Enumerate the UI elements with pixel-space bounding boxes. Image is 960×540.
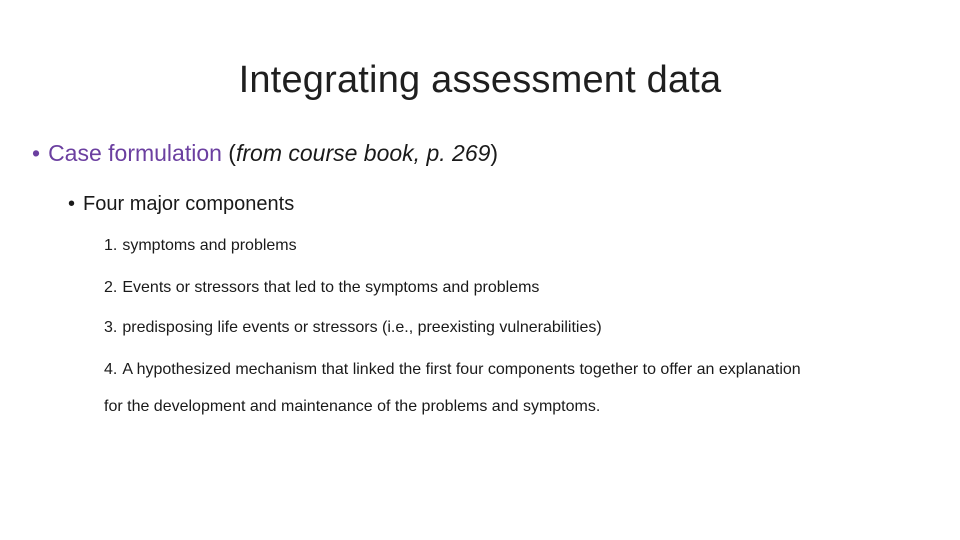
component-item-1 xyxy=(104,234,297,258)
bullet-case-formulation xyxy=(32,138,498,168)
four-components-label: Four major components xyxy=(83,193,295,215)
component-number: 1. xyxy=(104,237,118,254)
component-text: symptoms and problems xyxy=(122,237,297,254)
slide-title: Integrating assessment data xyxy=(238,59,722,101)
component-item-4-continued: for the development and maintenance of the problems and symptoms. xyxy=(104,398,601,415)
component-text: predisposing life events or stressors (i.e., preexisting vulnerabilities) xyxy=(122,319,602,336)
component-item-2 xyxy=(104,276,539,300)
sub-bullet-marker: • xyxy=(68,193,76,215)
paren-close: ) xyxy=(490,140,499,166)
component-text: Events or stressors that led to the symptoms and problems xyxy=(122,279,540,296)
component-number: 4. xyxy=(104,361,118,378)
component-item-4 xyxy=(104,358,801,382)
sub-bullet-four-components xyxy=(68,190,294,218)
paren-open: ( xyxy=(221,140,236,166)
course-book-reference: from course book, p. 269 xyxy=(235,140,491,166)
component-item-3 xyxy=(104,316,602,340)
component-text: A hypothesized mechanism that linked the first four components together to offer an explanation xyxy=(122,361,801,378)
component-number: 2. xyxy=(104,279,118,296)
case-formulation-label: Case formulation xyxy=(48,140,222,166)
component-number: 3. xyxy=(104,319,118,336)
bullet-marker: • xyxy=(32,140,41,166)
